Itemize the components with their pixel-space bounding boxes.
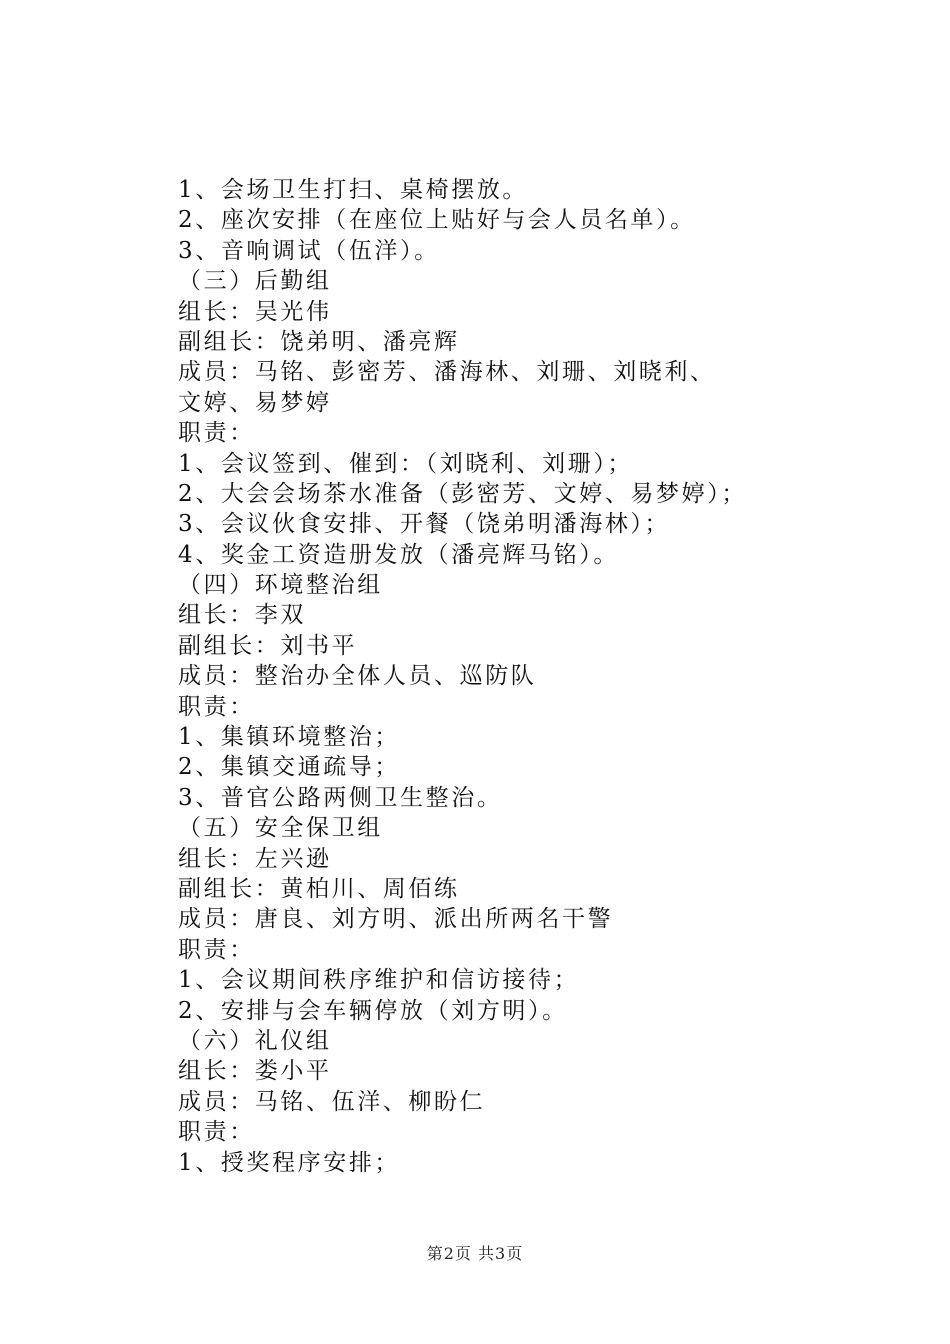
text-line: 3、普官公路两侧卫生整治。 [178,784,503,811]
text-line: 组长：左兴逊 [178,845,332,872]
section-heading: （六）礼仪组 [178,1027,332,1054]
text-line: 成员：马铭、彭密芳、潘海林、刘珊、刘晓利、 [178,359,716,386]
page-number-footer: 第2页 共3页 [426,1244,524,1263]
text-line: 2、集镇交通疏导； [178,754,401,781]
text-line: 职责： [178,936,255,963]
text-line: 职责： [178,1119,255,1146]
text-line: 1、集镇环境整治； [178,724,401,751]
text-line: 成员：整治办全体人员、巡防队 [178,663,537,690]
text-line: 3、会议伙食安排、开餐（饶弟明潘海林）； [178,511,671,538]
document-body [178,175,818,1178]
text-line: 3、音响调试（伍洋）。 [178,237,440,264]
text-line: 副组长：黄柏川、周佰练 [178,875,460,902]
text-line: 组长：李双 [178,602,306,629]
section-heading: （四）环境整治组 [178,572,383,599]
text-line: 副组长：饶弟明、潘亮辉 [178,328,460,355]
text-line: 1、会场卫生打扫、桌椅摆放。 [178,177,529,203]
text-line: 组长：吴光伟 [178,298,332,325]
text-line: 2、座次安排（在座位上贴好与会人员名单）。 [178,207,696,234]
text-line: 成员：唐良、刘方明、派出所两名干警 [178,906,614,933]
text-line: 文婷、易梦婷 [178,389,332,416]
text-line: 1、会议期间秩序维护和信访接待； [178,967,580,994]
text-line: 成员：马铭、伍洋、柳盼仁 [178,1088,486,1115]
text-line: 职责： [178,420,255,447]
text-line: 2、大会会场茶水准备（彭密芳、文婷、易梦婷）； [178,480,747,507]
text-line: 1、会议签到、催到：（刘晓利、刘珊）； [178,450,634,477]
text-line: 4、奖金工资造册发放（潘亮辉马铭）。 [178,541,619,568]
section-heading: （五）安全保卫组 [178,815,383,842]
section-heading: （三）后勤组 [178,268,332,295]
text-line: 职责： [178,693,255,720]
text-line: 组长：娄小平 [178,1058,332,1085]
text-line: 副组长：刘书平 [178,632,358,659]
text-line: 1、授奖程序安排； [178,1149,401,1176]
text-line: 2、安排与会车辆停放（刘方明）。 [178,997,568,1024]
